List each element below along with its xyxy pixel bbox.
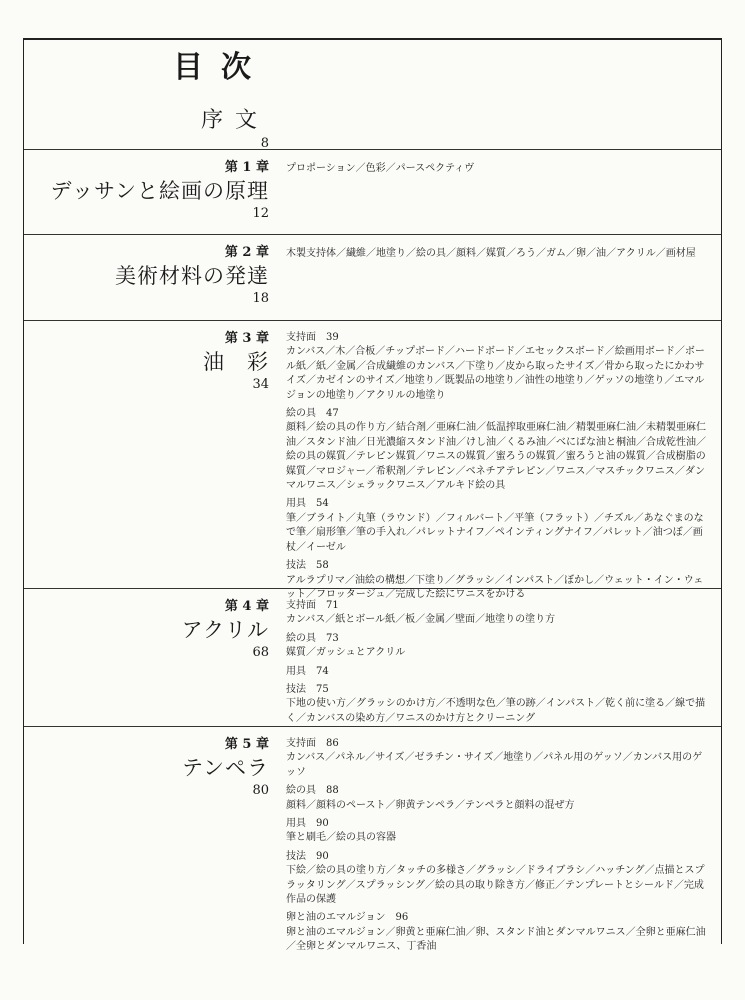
- subsection-heading: 卵と油のエマルジョン 96: [286, 912, 409, 924]
- subsection: [286, 331, 707, 403]
- subsection-body: 顔料／絵の具の作り方／結合剤／亜麻仁油／低温搾取亜麻仁油／精製亜麻仁油／未精製亜麻仁油／スタンド油／日光濃縮スタンド油／けし油／くるみ油／べにばな油と桐油／合成乾性油／絵の具の媒質／テレピン媒質／ワニスの媒質／蜜ろうの媒質／蜜ろうと油の媒質／合成樹脂の媒質／マロジャー／希釈剤／テレピン／ベネチアテレピン／ワニス／マスチックワニス／ダンマルワニス／シェラックワニス／アルキド絵の具: [286, 422, 706, 492]
- chapter-title: 油 彩: [203, 349, 269, 374]
- subsection-body: 下地の使い方／グラッシのかけ方／不透明な色／筆の跡／インパスト／乾く前に塗る／線で描く／カンバスの染め方／ワニスのかけ方とクリーニング: [286, 698, 706, 724]
- subsection-heading: 絵の具 88: [286, 785, 339, 797]
- subsection: [286, 599, 707, 628]
- subsection: [286, 683, 707, 726]
- chapter-number: 第 2 章: [224, 245, 269, 260]
- subsection: [286, 911, 707, 954]
- subsection: [286, 407, 707, 493]
- subsection: [286, 850, 707, 908]
- chapter-title: テンペラ: [182, 755, 269, 780]
- subsection-body: 顔料／顔料のペースト／卵黄テンペラ／テンペラと顔料の混ぜ方: [286, 799, 575, 811]
- subsection-heading: 技法 58: [286, 560, 329, 572]
- chapter-3-section: [24, 321, 721, 600]
- chapter-page: 80: [252, 782, 269, 798]
- subsection-body: プロポーション／色彩／パースペクティヴ: [286, 163, 475, 174]
- subsection-heading: 技法 75: [286, 684, 329, 696]
- subsection: [286, 784, 707, 813]
- chapter-page: 34: [252, 376, 269, 392]
- subsection-heading: 用具 90: [286, 818, 329, 830]
- subsection-heading: 絵の具 73: [286, 632, 339, 644]
- chapter-title: デッサンと絵画の原理: [50, 178, 269, 203]
- chapter-title: 美術材料の発達: [115, 263, 269, 288]
- subsection-body: 下絵／絵の具の塗り方／タッチの多様さ／グラッシ／ドライブラシ／ハッチング／点描とスプラッタリング／スプラッシング／絵の具の取り除き方／修正／テンプレートとシールド／完成作品の保護: [286, 865, 705, 906]
- chapter-contents: [286, 162, 707, 176]
- chapter-contents: [286, 599, 707, 726]
- chapter-number: 第 3 章: [224, 331, 269, 346]
- chapter-1-section: [24, 150, 721, 235]
- chapter-page: 68: [252, 644, 269, 660]
- subsection-heading: 技法 90: [286, 850, 329, 862]
- subsection-body: カンバス／パネル／サイズ／ゼラチン・サイズ／地塗り／パネル用のゲッソ／カンバス用のゲッソ: [286, 752, 703, 778]
- chapter-title: アクリル: [181, 617, 269, 642]
- subsection-heading: 絵の具 47: [286, 408, 339, 420]
- subsection-heading: 用具 54: [286, 498, 329, 510]
- chapter-2-section: [24, 235, 721, 321]
- subsection-heading: 支持面 86: [286, 738, 339, 749]
- subsection: [286, 162, 707, 176]
- chapter-5-section: [24, 727, 721, 953]
- chapter-contents: [286, 331, 707, 602]
- subsection: [286, 737, 707, 780]
- subsection-body: アルラプリマ／油絵の構想／下塗り／グラッシ／インパスト／ぼかし／ウェット・イン・ウェット／フロッタージュ／完成した絵にワニスをかける: [286, 574, 704, 600]
- subsection-body: カンバス／木／合板／チップボード／ハードボード／エセックスボード／絵画用ボード／ボール紙／紙／金属／合成繊維のカンバス／下塗り／皮から取ったサイズ／骨から取ったにかわサイズ／カゼインのサイズ／地塗り／既製品の地塗り／油性の地塗り／ゲッソの地塗り／エマルジョンの地塗り／アクリルの地塗り: [286, 346, 705, 401]
- subsection: [286, 817, 707, 846]
- chapter-contents: [286, 737, 707, 955]
- subsection: [286, 632, 707, 661]
- subsection-body: 筆／ブライト／丸筆（ラウンド）／フィルバート／平筆（フラット）／チズル／あなぐまのなで筆／扇形筆／筆の手入れ／パレットナイフ／ペインティングナイフ／パレット／油つぼ／画杖／イーゼル: [286, 512, 704, 553]
- preface-title: 序文: [200, 108, 269, 133]
- chapter-number: 第 1 章: [224, 160, 269, 175]
- chapter-page: 18: [252, 290, 269, 306]
- chapter-contents: [286, 247, 707, 261]
- subsection-body: 木製支持体／繊維／地塗り／絵の具／顔料／媒質／ろう／ガム／卵／油／アクリル／画材屋: [286, 248, 696, 259]
- subsection-heading: 用具 74: [286, 665, 329, 677]
- toc-title: 目次: [173, 50, 269, 85]
- toc-header-section: [24, 38, 721, 150]
- chapter-4-section: [24, 589, 721, 727]
- subsection-body: 筆と刷毛／絵の具の容器: [286, 832, 396, 844]
- subsection-body: カンバス／紙とボール紙／板／金属／壁面／地塗りの塗り方: [286, 614, 556, 626]
- chapter-page: 12: [252, 205, 269, 221]
- subsection-body: 卵と油のエマルジョン／卵黄と亜麻仁油／卵、スタンド油とダンマルワニス／全卵と亜麻仁油／全卵とダンマルワニス、丁香油: [286, 926, 706, 953]
- subsection-heading: 支持面 71: [286, 600, 339, 611]
- subsection: [286, 497, 707, 555]
- subsection-heading: 支持面 39: [286, 332, 339, 343]
- chapter-number: 第 5 章: [224, 737, 269, 752]
- subsection: [286, 247, 707, 261]
- preface-page: 8: [260, 136, 269, 152]
- chapter-number: 第 4 章: [224, 599, 269, 614]
- subsection-body: 媒質／ガッシュとアクリル: [286, 647, 406, 659]
- toc-page: [23, 38, 722, 953]
- subsection: [286, 665, 707, 679]
